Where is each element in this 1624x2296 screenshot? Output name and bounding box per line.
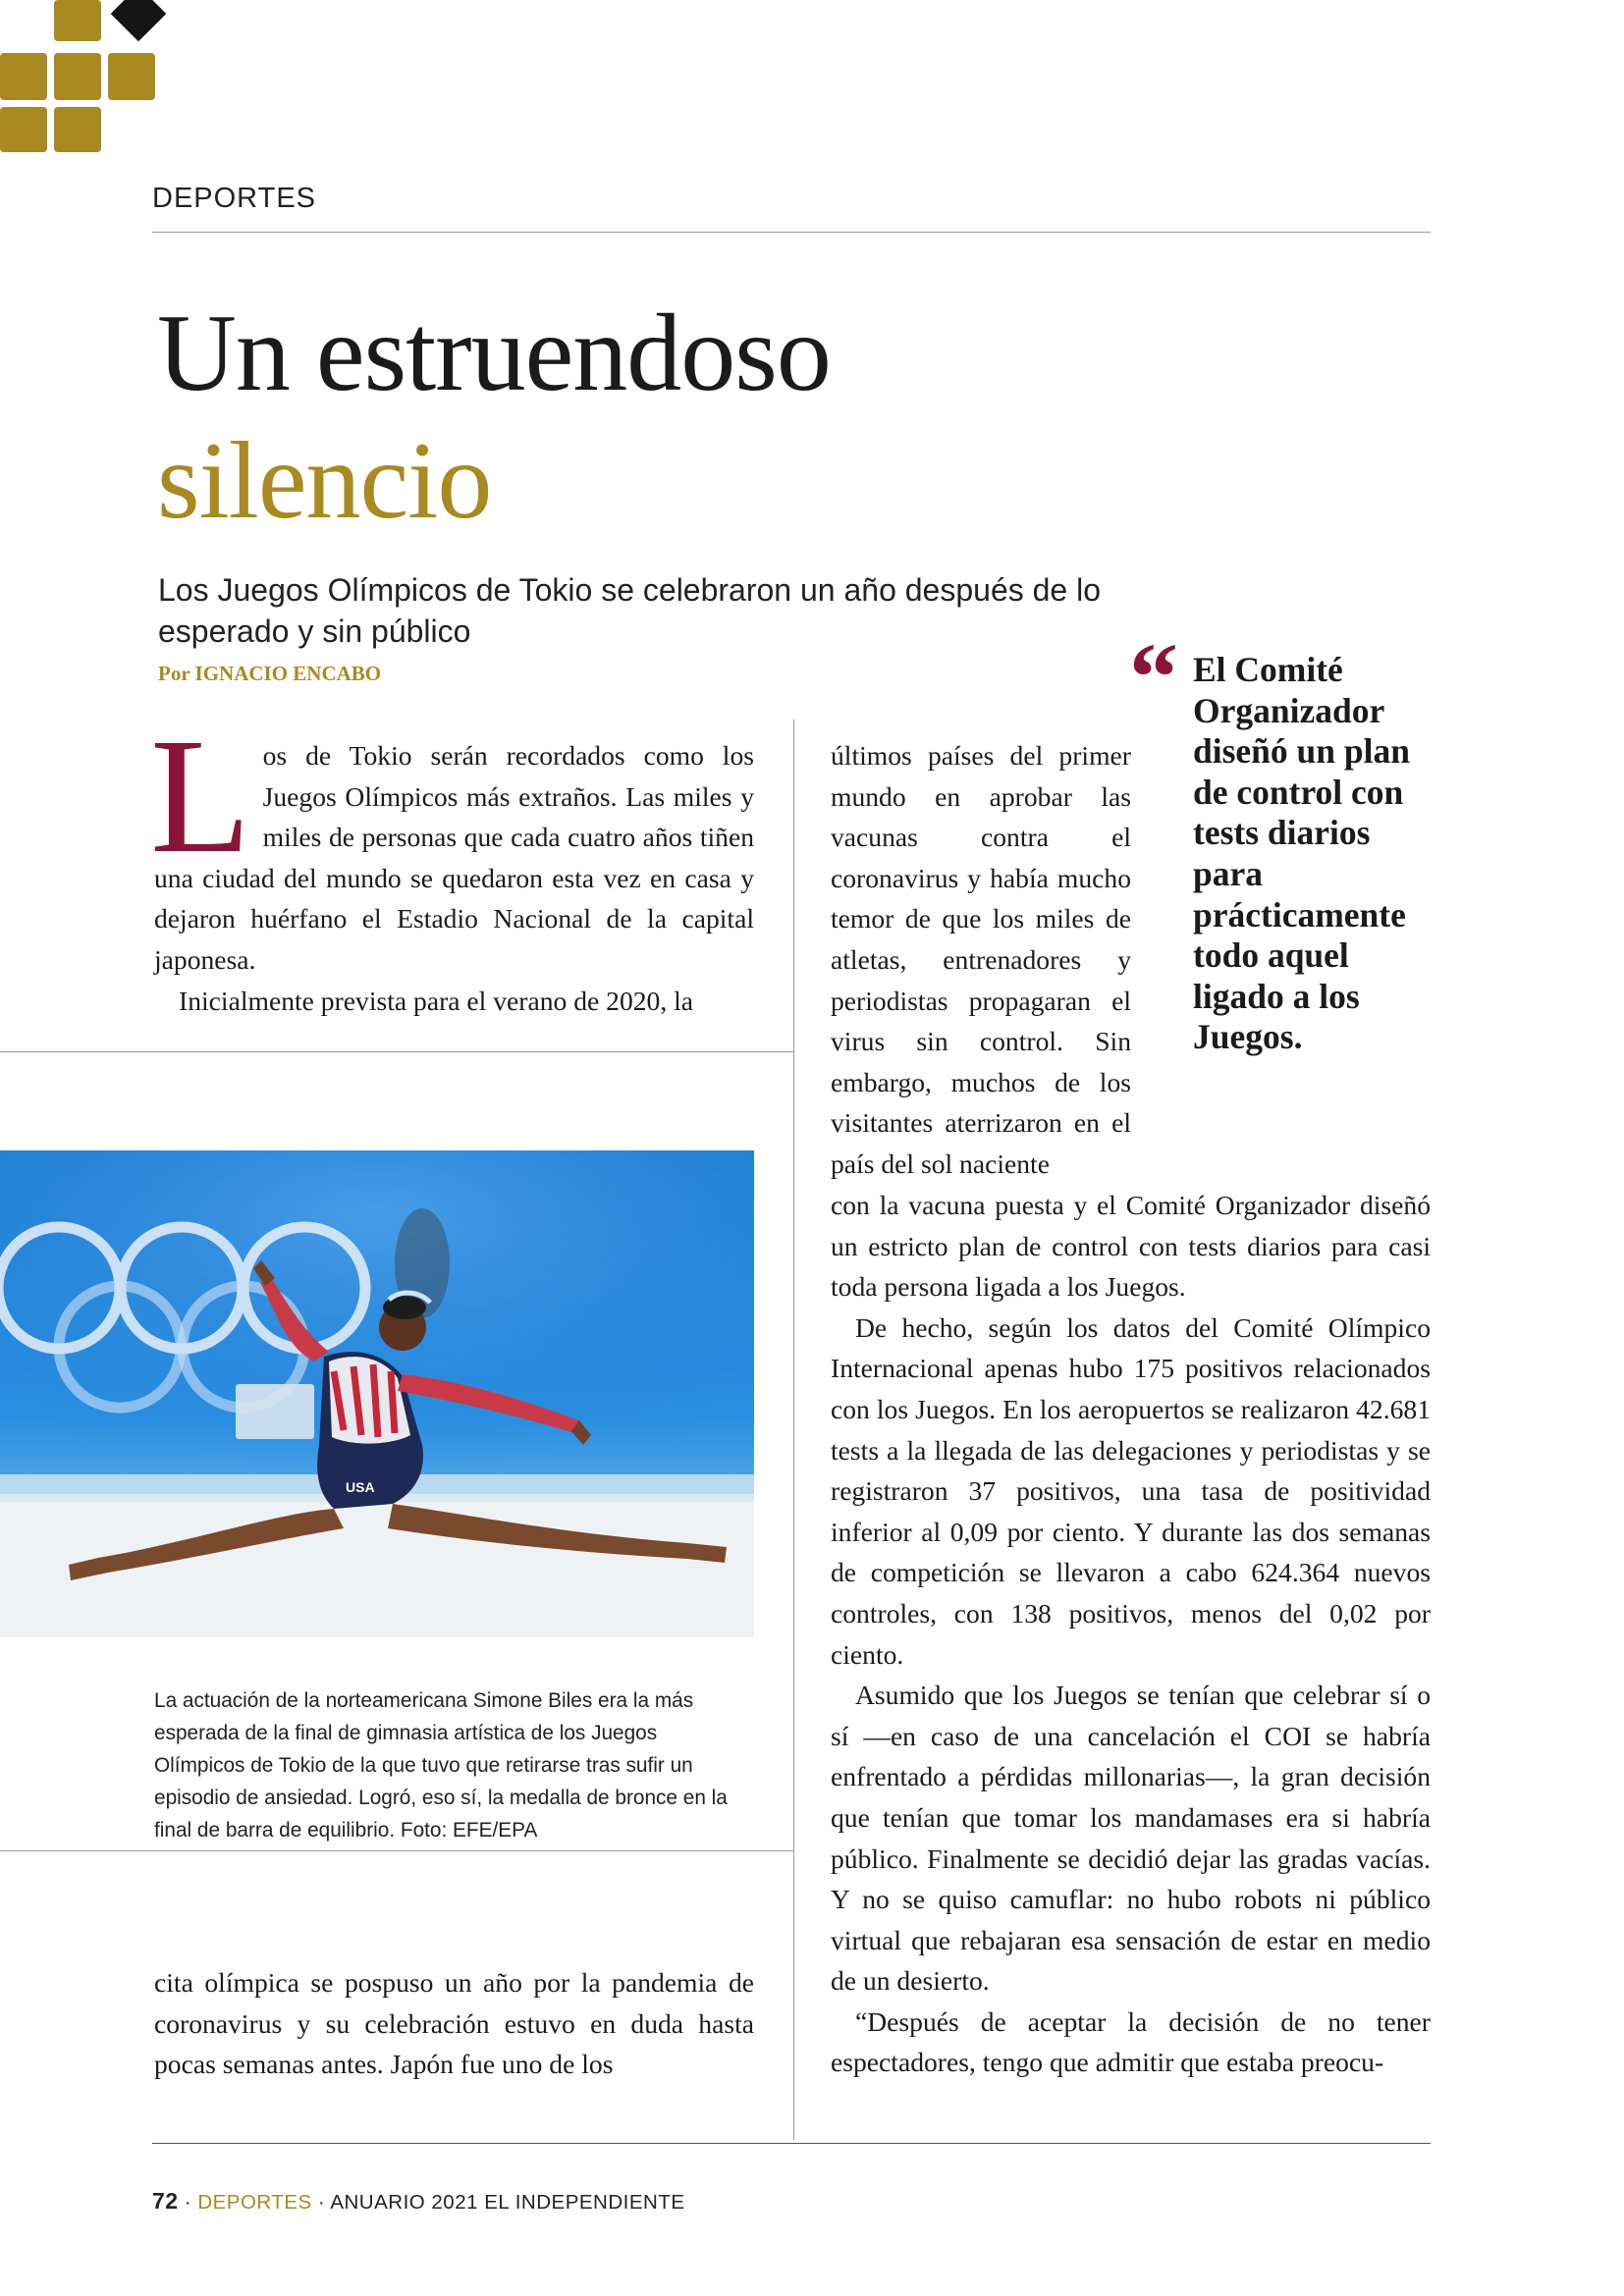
column-divider bbox=[793, 720, 794, 2140]
section-label: DEPORTES bbox=[152, 183, 317, 214]
standfirst: Los Juegos Olímpicos de Tokio se celebraron un año después de lo esperado y sin público bbox=[158, 572, 1102, 649]
footer-separator: · bbox=[178, 2191, 198, 2214]
photo-top-rule bbox=[0, 1051, 793, 1052]
logo-square bbox=[0, 53, 47, 100]
photo-bottom-rule bbox=[0, 1850, 793, 1851]
logo-diamond bbox=[111, 0, 167, 41]
column-2-narrow bbox=[831, 735, 1131, 1185]
column-1-top bbox=[150, 705, 754, 1021]
logo-square bbox=[54, 53, 101, 100]
byline: Por IGNACIO ENCABO bbox=[158, 662, 382, 685]
logo-square bbox=[54, 0, 101, 41]
footer-separator: · bbox=[311, 2191, 331, 2214]
quote-mark-icon: “ bbox=[1129, 622, 1178, 731]
footer bbox=[152, 2188, 685, 2215]
paragraph: De hecho, según los datos del Comité Olímpico Internacional apenas hubo 175 positivos relacionados con los Juegos. En los aeropuertos se realizaron 42.681 tests a la llegada de las delegaciones y periodistas y se registraron 37 positivos, una tasa de positividad inferior al 0,09 por ciento. Y durante las dos semanas de competición se llevaron a cabo 624.364 nuevos controles, con 138 positivos, menos del 0,02 por ciento. bbox=[831, 1311, 1431, 1670]
drop-cap: L bbox=[150, 705, 251, 887]
logo-square bbox=[0, 107, 47, 152]
photo-caption: La actuación de la norteamericana Simone Biles era la más esperada de la final de gimnasia artística de los Juegos Olímpicos de Tokio de la que tuvo que retirarse tras sufir un episodio de ansiedad. Logró, eso sí, la medalla de bronce en la final de barra de equilibrio. Foto: EFE/EPA bbox=[154, 1689, 728, 1842]
footer-publication: ANUARIO 2021 EL INDEPENDIENTE bbox=[330, 2191, 685, 2214]
photo-usa-text: USA bbox=[346, 1479, 375, 1495]
logo-square bbox=[108, 53, 155, 100]
header-rule bbox=[152, 232, 1431, 233]
logo-square bbox=[54, 107, 101, 152]
headline-line-2: silencio bbox=[157, 420, 492, 542]
pull-quote: El Comité Organizador diseñó un plan de control con tests diarios para prácticamente todo aquel ligado a los Juegos. bbox=[1193, 650, 1411, 1057]
paragraph: os de Tokio serán recordados como los Juegos Olímpicos más extraños. Las miles y miles de personas que cada cuatro años tiñen una ciudad del mundo se quedaron esta vez en casa y dejaron huérfano el Estadio Nacional de la capital japonesa. bbox=[154, 740, 754, 975]
column-2-wide bbox=[831, 1185, 1431, 2083]
column-1-bottom bbox=[154, 1962, 754, 2085]
paragraph: “Después de aceptar la decisión de no tener espectadores, tengo que admitir que estaba preocu- bbox=[831, 2005, 1431, 2078]
footer-rule bbox=[152, 2143, 1431, 2144]
paragraph: Asumido que los Juegos se tenían que celebrar sí o sí —en caso de una cancelación el COI se habría enfrentado a pérdidas millonarias—, la gran decisión que tenían que tomar los mandamases era si habría público. Finalmente se decidió dejar las gradas vacías. Y no se quiso camuflar: no hubo robots ni público virtual que rebajaran esa sensación de estar en medio de un desierto. bbox=[831, 1680, 1431, 1997]
paragraph: cita olímpica se pospuso un año por la pandemia de coronavirus y su celebración estuvo en duda hasta pocas semanas antes. Japón fue uno de los bbox=[154, 1967, 754, 2080]
page-number: 72 bbox=[152, 2188, 179, 2214]
headline-line-1: Un estruendoso bbox=[157, 293, 831, 414]
gymnast-photo bbox=[0, 1150, 754, 1637]
paragraph: últimos países del primer mundo en aprobar las vacunas contra el coronavirus y había mucho temor de que los miles de atletas, entrenadores y periodistas propagaran el virus sin control. Sin embargo, muchos de los visitantes aterrizaron en el país del sol naciente bbox=[831, 740, 1131, 1179]
footer-section: DEPORTES bbox=[197, 2191, 312, 2214]
paragraph: Inicialmente prevista para el verano de 2020, la bbox=[179, 985, 694, 1016]
paragraph: con la vacuna puesta y el Comité Organizador diseñó un estricto plan de control con tests diarios para casi toda persona ligada a los Juegos. bbox=[831, 1190, 1431, 1303]
